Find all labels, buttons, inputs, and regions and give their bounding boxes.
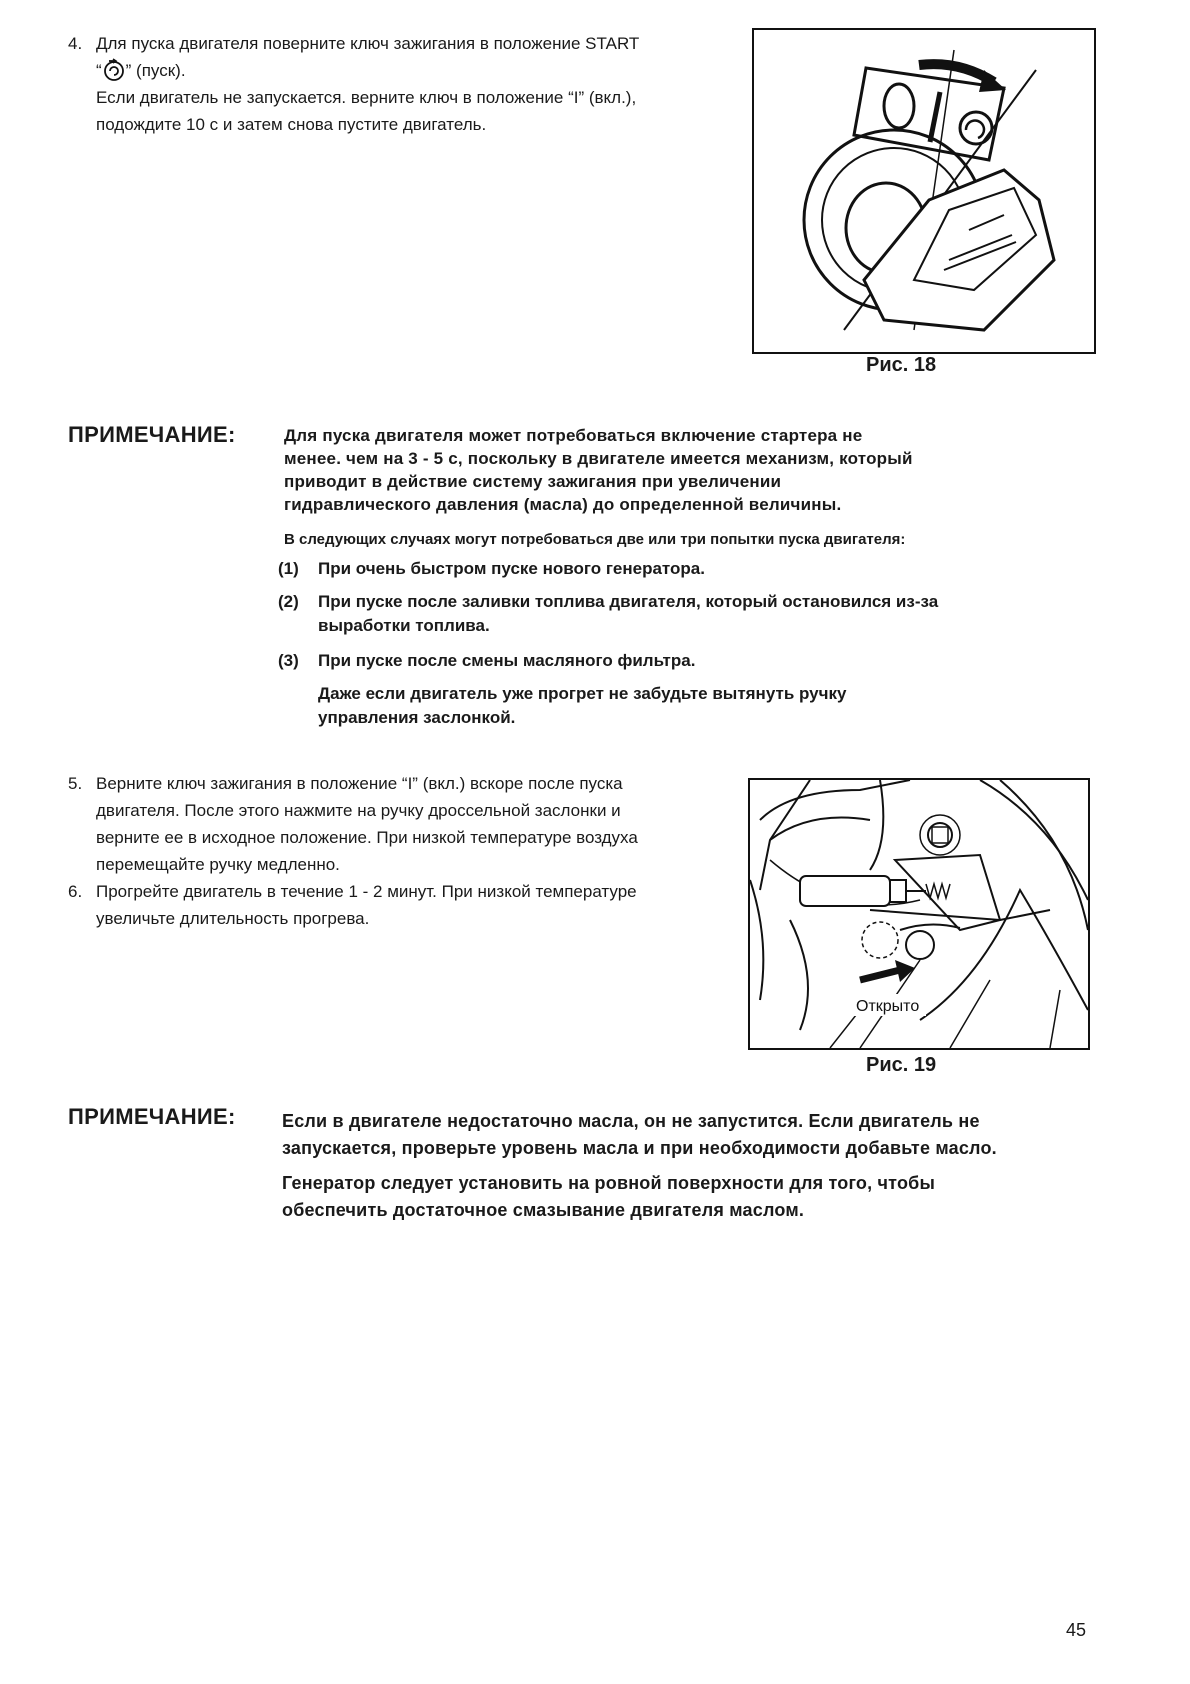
step-4-line-4: подождите 10 с и затем снова пустите двигатель. [96,115,487,134]
list-item-number: (3) [278,651,299,670]
figure-19-caption: Рис. 19 [866,1054,937,1076]
step-6-line: увеличьте длительность прогрева. [96,909,370,928]
step-4-line-1: Для пуска двигателя поверните ключ зажигания в положение START [96,34,640,53]
step-6 [68,878,738,934]
step-5-line: двигателя. После этого нажмите на ручку дроссельной заслонки и [96,801,621,820]
note-1-paragraph-2: В следующих случаях могут потребоваться две или три попытки пуска двигателя: [284,531,906,548]
figure-18-frame [752,28,1096,354]
note-1-list-item [278,590,1058,642]
step-5-line: Верните ключ зажигания в положение “I” (вкл.) вскоре после пуска [96,774,623,793]
step-6-line: Прогрейте двигатель в течение 1 - 2 минут. При низкой температуре [96,882,637,901]
list-item-text: выработки топлива. [318,616,490,635]
step-4-line-3: Если двигатель не запускается. верните ключ в положение “I” (вкл.), [96,88,637,107]
step-number: 5. [68,774,83,793]
step-4 [68,30,748,150]
note-1-paragraph-1 [284,424,1064,516]
note-1-line: менее. чем на 3 - 5 с, поскольку в двигателе имеется механизм, который [284,449,913,468]
list-item-text: При пуске после смены масляного фильтра. [318,651,696,670]
note-2-paragraph-1: Если в двигателе недостаточно масла, он не запустится. Если двигатель не запускается, проверьте уровень масла и при необходимости добавьте масло. [282,1111,997,1158]
ignition-switch-illustration [754,30,1094,352]
figure-18-caption: Рис. 18 [866,354,937,376]
open-label: Открыто [856,998,920,1015]
start-key-icon [102,58,126,82]
step-5 [68,770,738,882]
list-item-text: При очень быстром пуске нового генератора. [318,559,705,578]
note-1-heading: ПРИМЕЧАНИЕ: [68,422,236,447]
page-number: 45 [1066,1620,1087,1640]
note-1-paragraph-3: Даже если двигатель уже прогрет не забудьте вытянуть ручку управления заслонкой. [318,684,847,727]
note-1-line: приводит в действие систему зажигания при увеличении [284,472,782,491]
list-item-text: При пуске после заливки топлива двигателя, который остановился из-за [318,592,939,611]
step-number: 6. [68,882,83,901]
note-1-list-item [278,649,1058,675]
note-2-paragraph-2: Генератор следует установить на ровной поверхности для того, чтобы обеспечить достаточное смазывание двигателя маслом. [282,1173,936,1220]
step-5-line: верните ее в исходное положение. При низкой температуре воздуха [96,828,638,847]
list-item-number: (2) [278,592,299,611]
note-2-heading: ПРИМЕЧАНИЕ: [68,1104,236,1129]
throttle-lever-illustration [750,780,1088,1048]
note-1-list-item [278,557,1058,583]
step-4-line-2: “ ” (пуск). [96,57,748,84]
note-1-line: гидравлического давления (масла) до определенной величины. [284,495,842,514]
note-1-line: Для пуска двигателя может потребоваться включение стартера не [284,426,863,445]
figure-19-frame [748,778,1090,1050]
list-item-number: (1) [278,559,299,578]
step-5-line: перемещайте ручку медленно. [96,855,340,874]
step-number: 4. [68,34,83,53]
